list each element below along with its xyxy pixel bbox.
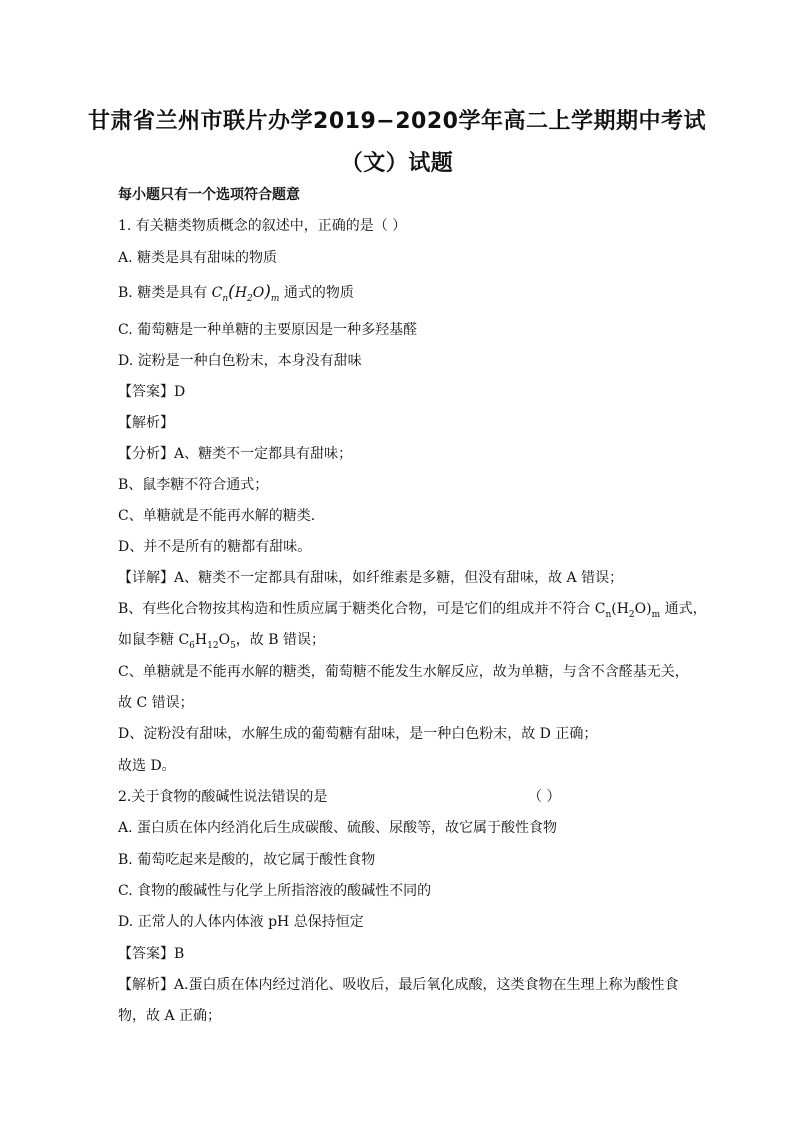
formula-o: O (252, 285, 265, 301)
q2-answer: 【答案】B (118, 946, 185, 962)
detail-sub: 12 (207, 640, 219, 651)
section-heading: 每小题只有一个选项符合题意 (118, 187, 300, 203)
q1-detail-line: 故选 D。 (118, 758, 176, 774)
q1-stem: 1. 有关糖类物质概念的叙述中，正确的是（ ） (118, 218, 407, 234)
q1-answer: 【答案】D (118, 384, 186, 400)
q2-option-d: D. 正常人的人体内体液 pH 总保持恒定 (118, 914, 364, 930)
formula-c: C (211, 285, 223, 301)
formula-paren-close: ) (264, 282, 271, 302)
q1-option-b-prefix: B. 糖类是具有 (118, 285, 208, 301)
q1-detail-line (118, 630, 325, 656)
detail-text: 如鼠李糖 C (118, 632, 190, 648)
q2-stem: 2.关于食物的酸碱性说法错误的是 (118, 789, 328, 805)
formula-h: H (234, 285, 248, 301)
q2-analysis-line: 物，故 A 正确； (118, 1008, 222, 1024)
q1-detail-line: D、淀粉没有甜味，水解生成的葡萄糖有甜味，是一种白色粉末，故 D 正确； (118, 726, 598, 742)
formula-sub-2: 2 (247, 293, 253, 304)
detail-sub: m (651, 609, 661, 620)
q1-detail-line: C、单糖就是不能再水解的糖类，葡萄糖不能发生水解反应，故为单糖，与含不含醛基无关， (118, 664, 689, 680)
q2-option-c: C. 食物的酸碱性与化学上所指溶液的酸碱性不同的 (118, 883, 432, 899)
formula-paren-open: ( (228, 282, 235, 302)
q1-analysis-line: B、鼠李糖不符合通式； (118, 477, 269, 493)
page-title-line1: 甘肃省兰州市联片办学2019−2020学年高二上学期期中考试 (88, 109, 706, 134)
detail-sub: 5 (230, 640, 236, 651)
q1-option-d: D. 淀粉是一种白色粉末，本身没有甜味 (118, 353, 362, 369)
q1-detail-line: 【详解】A、糖类不一定都具有甜味，如纤维素是多糖，但没有甜味，故 A 错误； (118, 570, 624, 586)
detail-text: O) (634, 601, 652, 617)
q1-option-c: C. 葡萄糖是一种单糖的主要原因是一种多羟基醛 (118, 322, 418, 338)
q1-analysis-line: C、单糖就是不能再水解的糖类． (118, 508, 325, 524)
detail-text: H (194, 632, 208, 648)
q1-option-b (118, 282, 354, 309)
detail-text: 通式， (660, 601, 707, 617)
page-title-line2: （文）试题 (340, 151, 454, 176)
detail-sub: 6 (189, 640, 195, 651)
q1-detail-line: 故 C 错误； (118, 695, 194, 711)
q2-option-b: B. 葡萄吃起来是酸的，故它属于酸性食物 (118, 852, 376, 868)
q1-detail-line (118, 599, 707, 625)
detail-sub: n (605, 609, 612, 620)
q2-option-a: A. 蛋白质在体内经消化后生成碳酸、硫酸、尿酸等，故它属于酸性食物 (118, 820, 558, 836)
detail-text: B、有些化合物按其构造和性质应属于糖类化合物，可是它们的组成并不符合 C (118, 601, 606, 617)
formula-sub-n: n (222, 293, 229, 304)
detail-text: (H (611, 601, 629, 617)
q1-analysis-heading: 【解析】 (118, 415, 174, 431)
q2-answer-blank: （ ） (528, 789, 561, 805)
q1-option-b-suffix: 通式的物质 (283, 285, 354, 301)
q1-option-b-formula (211, 282, 280, 304)
formula-sub-m: m (270, 293, 280, 304)
detail-sub: 2 (628, 609, 635, 620)
q1-analysis-line: D、并不是所有的糖都有甜味。 (118, 539, 312, 555)
q2-analysis-line: 【解析】A.蛋白质在体内经过消化、吸收后，最后氧化成酸，这类食物在生理上称为酸性食 (118, 977, 679, 993)
detail-text: O (218, 632, 231, 648)
q1-analysis-line: 【分析】A、糖类不一定都具有甜味； (118, 446, 353, 462)
detail-text: ，故 B 错误； (235, 632, 325, 648)
q1-option-a: A. 糖类是具有甜味的物质 (118, 250, 278, 266)
